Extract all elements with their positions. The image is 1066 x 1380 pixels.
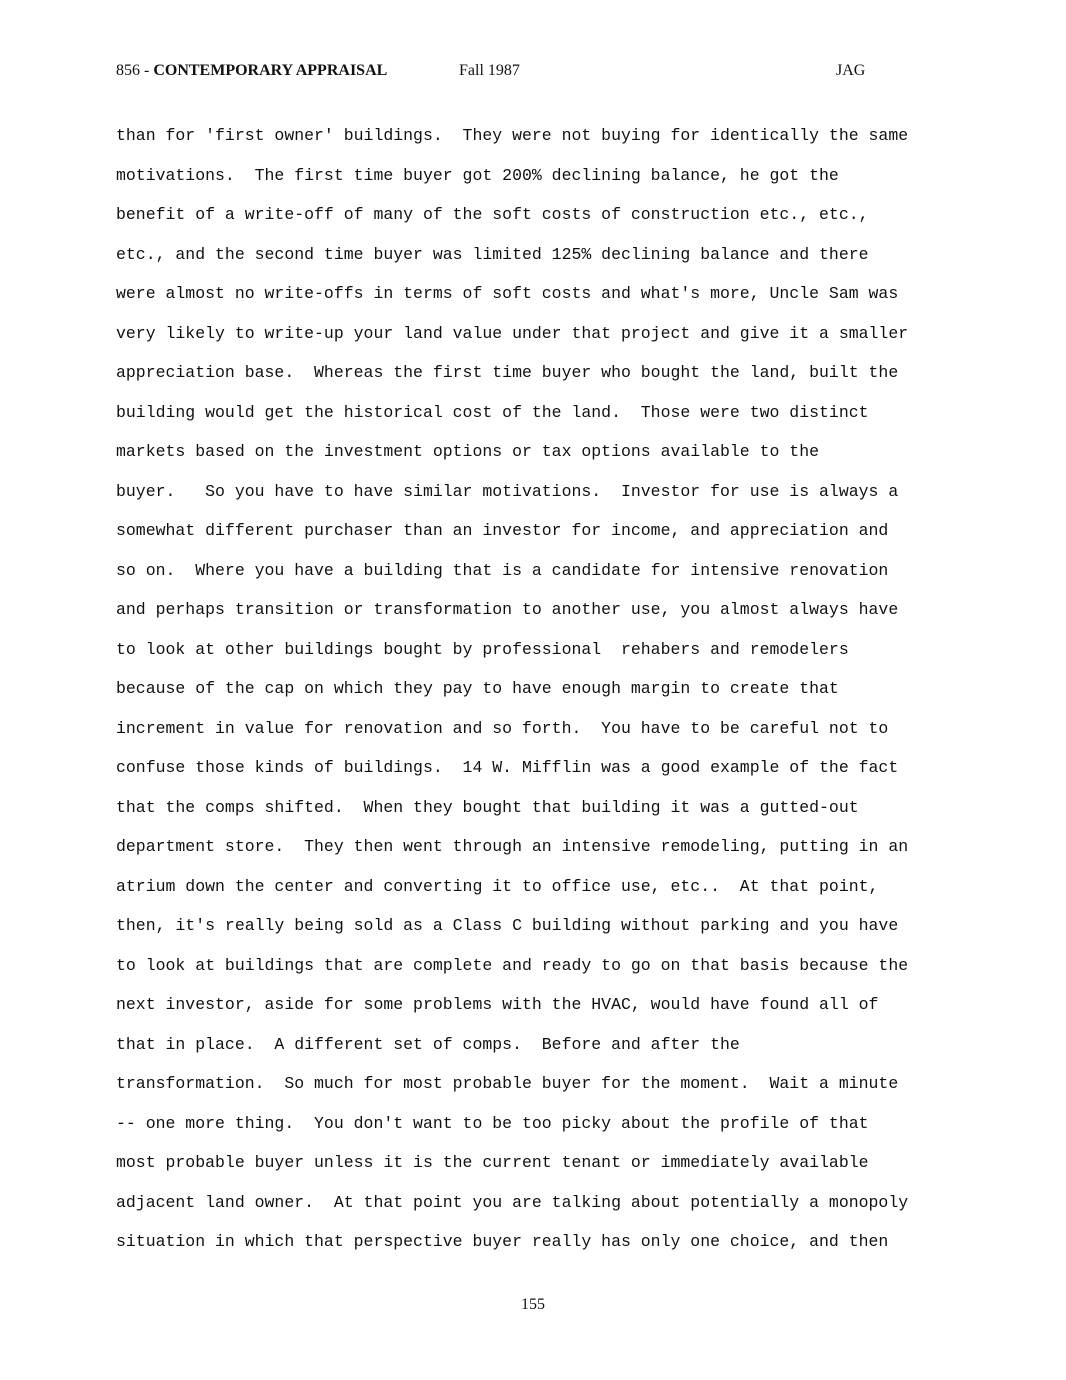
page-number: 155 <box>521 1296 545 1313</box>
text-line: were almost no write-offs in terms of soft costs and what's more, Uncle Sam was <box>116 284 899 303</box>
text-line: motivations. The first time buyer got 200% declining balance, he got the <box>116 165 839 185</box>
text-line: transformation. So much for most probable buyer for the moment. Wait a minute <box>116 1074 899 1093</box>
author-initials: JAG <box>836 62 866 79</box>
text-line: buyer. So you have to have similar motivations. Investor for use is always a <box>116 481 899 501</box>
text-line: than for 'first owner' buildings. They were not buying for identically the same <box>116 126 909 145</box>
text-line: that the comps shifted. When they bought that building it was a gutted-out <box>116 797 859 817</box>
text-line: increment in value for renovation and so forth. You have to be careful not to <box>116 718 889 738</box>
text-line: building would get the historical cost of the land. Those were two distinct <box>116 402 869 422</box>
text-line: adjacent land owner. At that point you are talking about potentially a monopoly <box>116 1192 909 1212</box>
course-title: CONTEMPORARY APPRAISAL <box>153 62 388 79</box>
text-line: confuse those kinds of buildings. 14 W. Mifflin was a good example of the fact <box>116 758 899 777</box>
text-line: so on. Where you have a building that is a candidate for intensive renovation <box>116 560 889 580</box>
transcript-body <box>116 116 966 1262</box>
text-line: because of the cap on which they pay to have enough margin to create that <box>116 679 839 698</box>
text-line: atrium down the center and converting it to office use, etc.. At that point, <box>116 876 879 896</box>
text-line: that in place. A different set of comps. Before and after the <box>116 1034 740 1054</box>
page-header <box>0 62 1066 86</box>
text-line: -- one more thing. You don't want to be too picky about the profile of that <box>116 1113 869 1133</box>
text-line: then, it's really being sold as a Class C building without parking and you have <box>116 916 899 935</box>
text-line: to look at other buildings bought by professional rehabers and remodelers <box>116 639 849 659</box>
text-line: very likely to write-up your land value under that project and give it a smaller <box>116 323 909 343</box>
text-line: and perhaps transition or transformation to another use, you almost always have <box>116 600 899 619</box>
course-heading <box>116 62 387 80</box>
text-line: benefit of a write-off of many of the soft costs of construction etc., etc., <box>116 205 869 224</box>
text-line: situation in which that perspective buyer really has only one choice, and then <box>116 1232 889 1251</box>
term-label: Fall 1987 <box>459 62 520 79</box>
text-line: etc., and the second time buyer was limited 125% declining balance and there <box>116 244 869 264</box>
text-line: next investor, aside for some problems with the HVAC, would have found all of <box>116 995 879 1014</box>
text-line: most probable buyer unless it is the current tenant or immediately available <box>116 1153 869 1172</box>
text-line: to look at buildings that are complete and ready to go on that basis because the <box>116 955 909 975</box>
text-line: somewhat different purchaser than an investor for income, and appreciation and <box>116 521 889 540</box>
course-number: 856 - <box>116 62 154 79</box>
text-line: department store. They then went through an intensive remodeling, putting in an <box>116 837 909 856</box>
text-line: markets based on the investment options or tax options available to the <box>116 442 820 461</box>
text-line: appreciation base. Whereas the first time buyer who bought the land, built the <box>116 363 899 382</box>
